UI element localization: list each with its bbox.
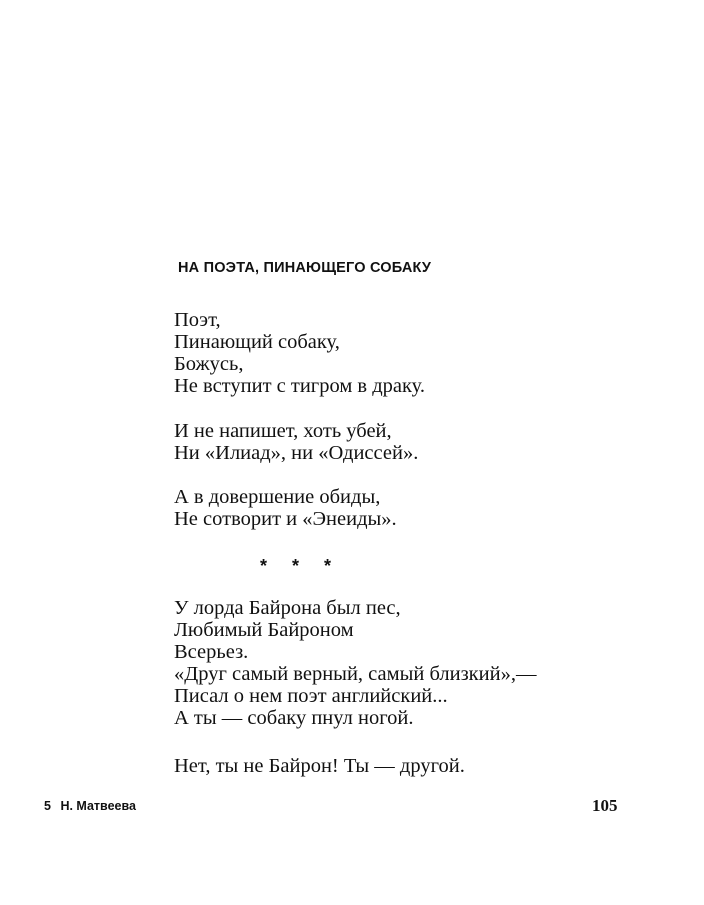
- stanza-1: [174, 309, 425, 397]
- poem-line: Пинающий собаку,: [174, 331, 340, 353]
- poem-title: НА ПОЭТА, ПИНАЮЩЕГО СОБАКУ: [178, 260, 432, 276]
- signature-text: Н. Матвеева: [60, 799, 136, 813]
- poem-line: Всерьез.: [174, 641, 249, 663]
- stanza-3: [174, 486, 397, 530]
- poem-line: Нет, ты не Байрон! Ты — другой.: [174, 755, 465, 777]
- poem-line: Любимый Байроном: [174, 619, 354, 641]
- poem-line: Ни «Илиад», ни «Одиссей».: [174, 442, 419, 464]
- poem-line: Божусь,: [174, 353, 244, 375]
- page-number: 105: [592, 796, 618, 815]
- poem-line: А ты — собаку пнул ногой.: [174, 707, 414, 729]
- poem-line: «Друг самый верный, самый близкий»,—: [174, 663, 537, 685]
- stanza-4: [174, 597, 536, 729]
- poem-line: Не вступит с тигром в драку.: [174, 375, 425, 397]
- signature-number: 5: [44, 799, 51, 813]
- poem-line: А в довершение обиды,: [174, 486, 381, 508]
- poem-line: Поэт,: [174, 309, 221, 331]
- stanza-5: [174, 755, 465, 777]
- stanza-2: [174, 420, 418, 464]
- poem-line: У лорда Байрона был пес,: [174, 597, 401, 619]
- printer-signature: [44, 799, 136, 813]
- asterism-separator: * * *: [260, 556, 342, 576]
- poem-line: Писал о нем поэт английский...: [174, 685, 448, 707]
- poem-line: И не напишет, хоть убей,: [174, 420, 392, 442]
- poem-line: Не сотворит и «Энеиды».: [174, 508, 397, 530]
